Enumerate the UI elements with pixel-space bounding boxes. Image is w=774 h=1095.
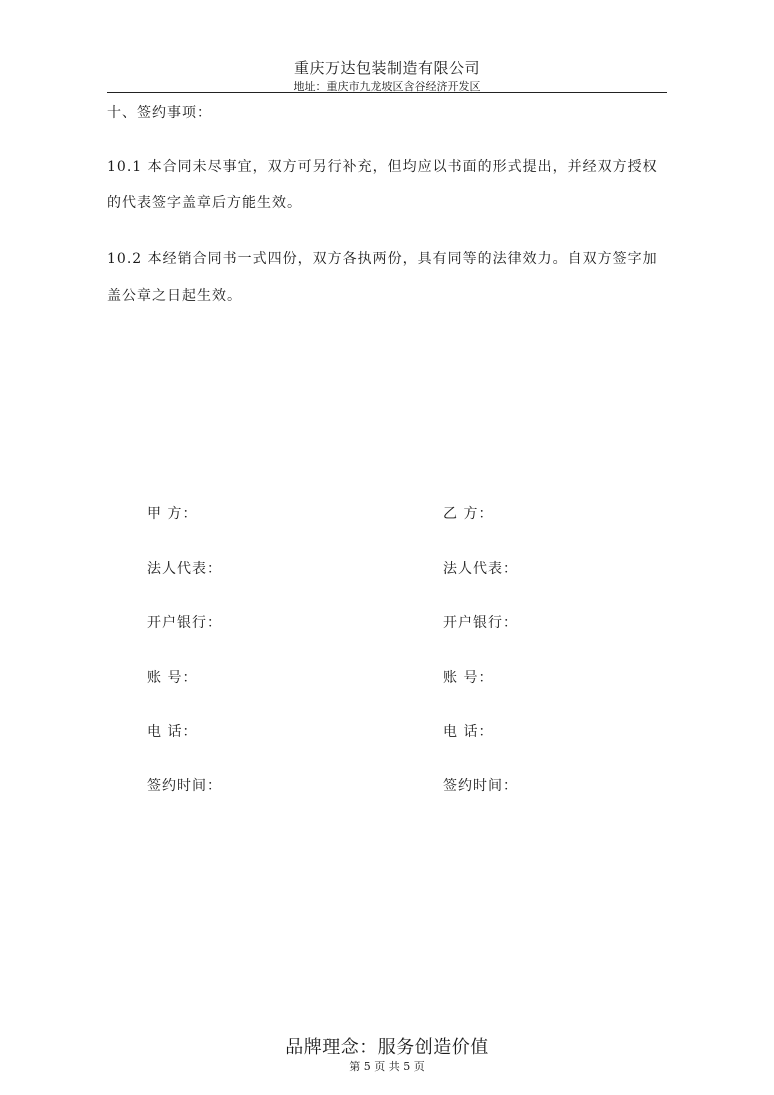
party-a-sign-date-label: 签约时间： <box>147 778 222 794</box>
header-divider <box>107 92 667 93</box>
clause-10-2-line-1: 10.2 本经销合同书一式四份，双方各执两份，具有同等的法律效力。自双方签字加 <box>107 251 658 267</box>
company-address: 地址：重庆市九龙坡区含谷经济开发区 <box>293 80 481 93</box>
clause-10-1-line-1: 10.1 本合同未尽事宜，双方可另行补充，但均应以书面的形式提出，并经双方授权 <box>107 159 658 175</box>
party-a-legal-rep-label: 法人代表： <box>147 561 222 577</box>
clause-10-1-line-2: 的代表签字盖章后方能生效。 <box>107 195 302 211</box>
party-b-sign-date-label: 签约时间： <box>443 778 518 794</box>
footer-slogan: 品牌理念：服务创造价值 <box>285 1037 489 1058</box>
company-name: 重庆万达包装制造有限公司 <box>293 59 480 77</box>
party-b-account-label: 账 号： <box>443 670 494 686</box>
section-title: 十、签约事项： <box>107 105 212 121</box>
party-a-label: 甲 方： <box>147 506 198 522</box>
clause-10-2-line-2: 盖公章之日起生效。 <box>107 288 242 304</box>
party-a-account-label: 账 号： <box>147 670 198 686</box>
party-a-phone-label: 电 话： <box>147 724 198 740</box>
party-a-bank-label: 开户银行： <box>147 615 222 631</box>
page-number: 第 5 页 共 5 页 <box>349 1060 425 1073</box>
party-b-legal-rep-label: 法人代表： <box>443 561 518 577</box>
party-b-bank-label: 开户银行： <box>443 615 518 631</box>
party-b-phone-label: 电 话： <box>443 724 494 740</box>
party-b-label: 乙 方： <box>443 506 494 522</box>
